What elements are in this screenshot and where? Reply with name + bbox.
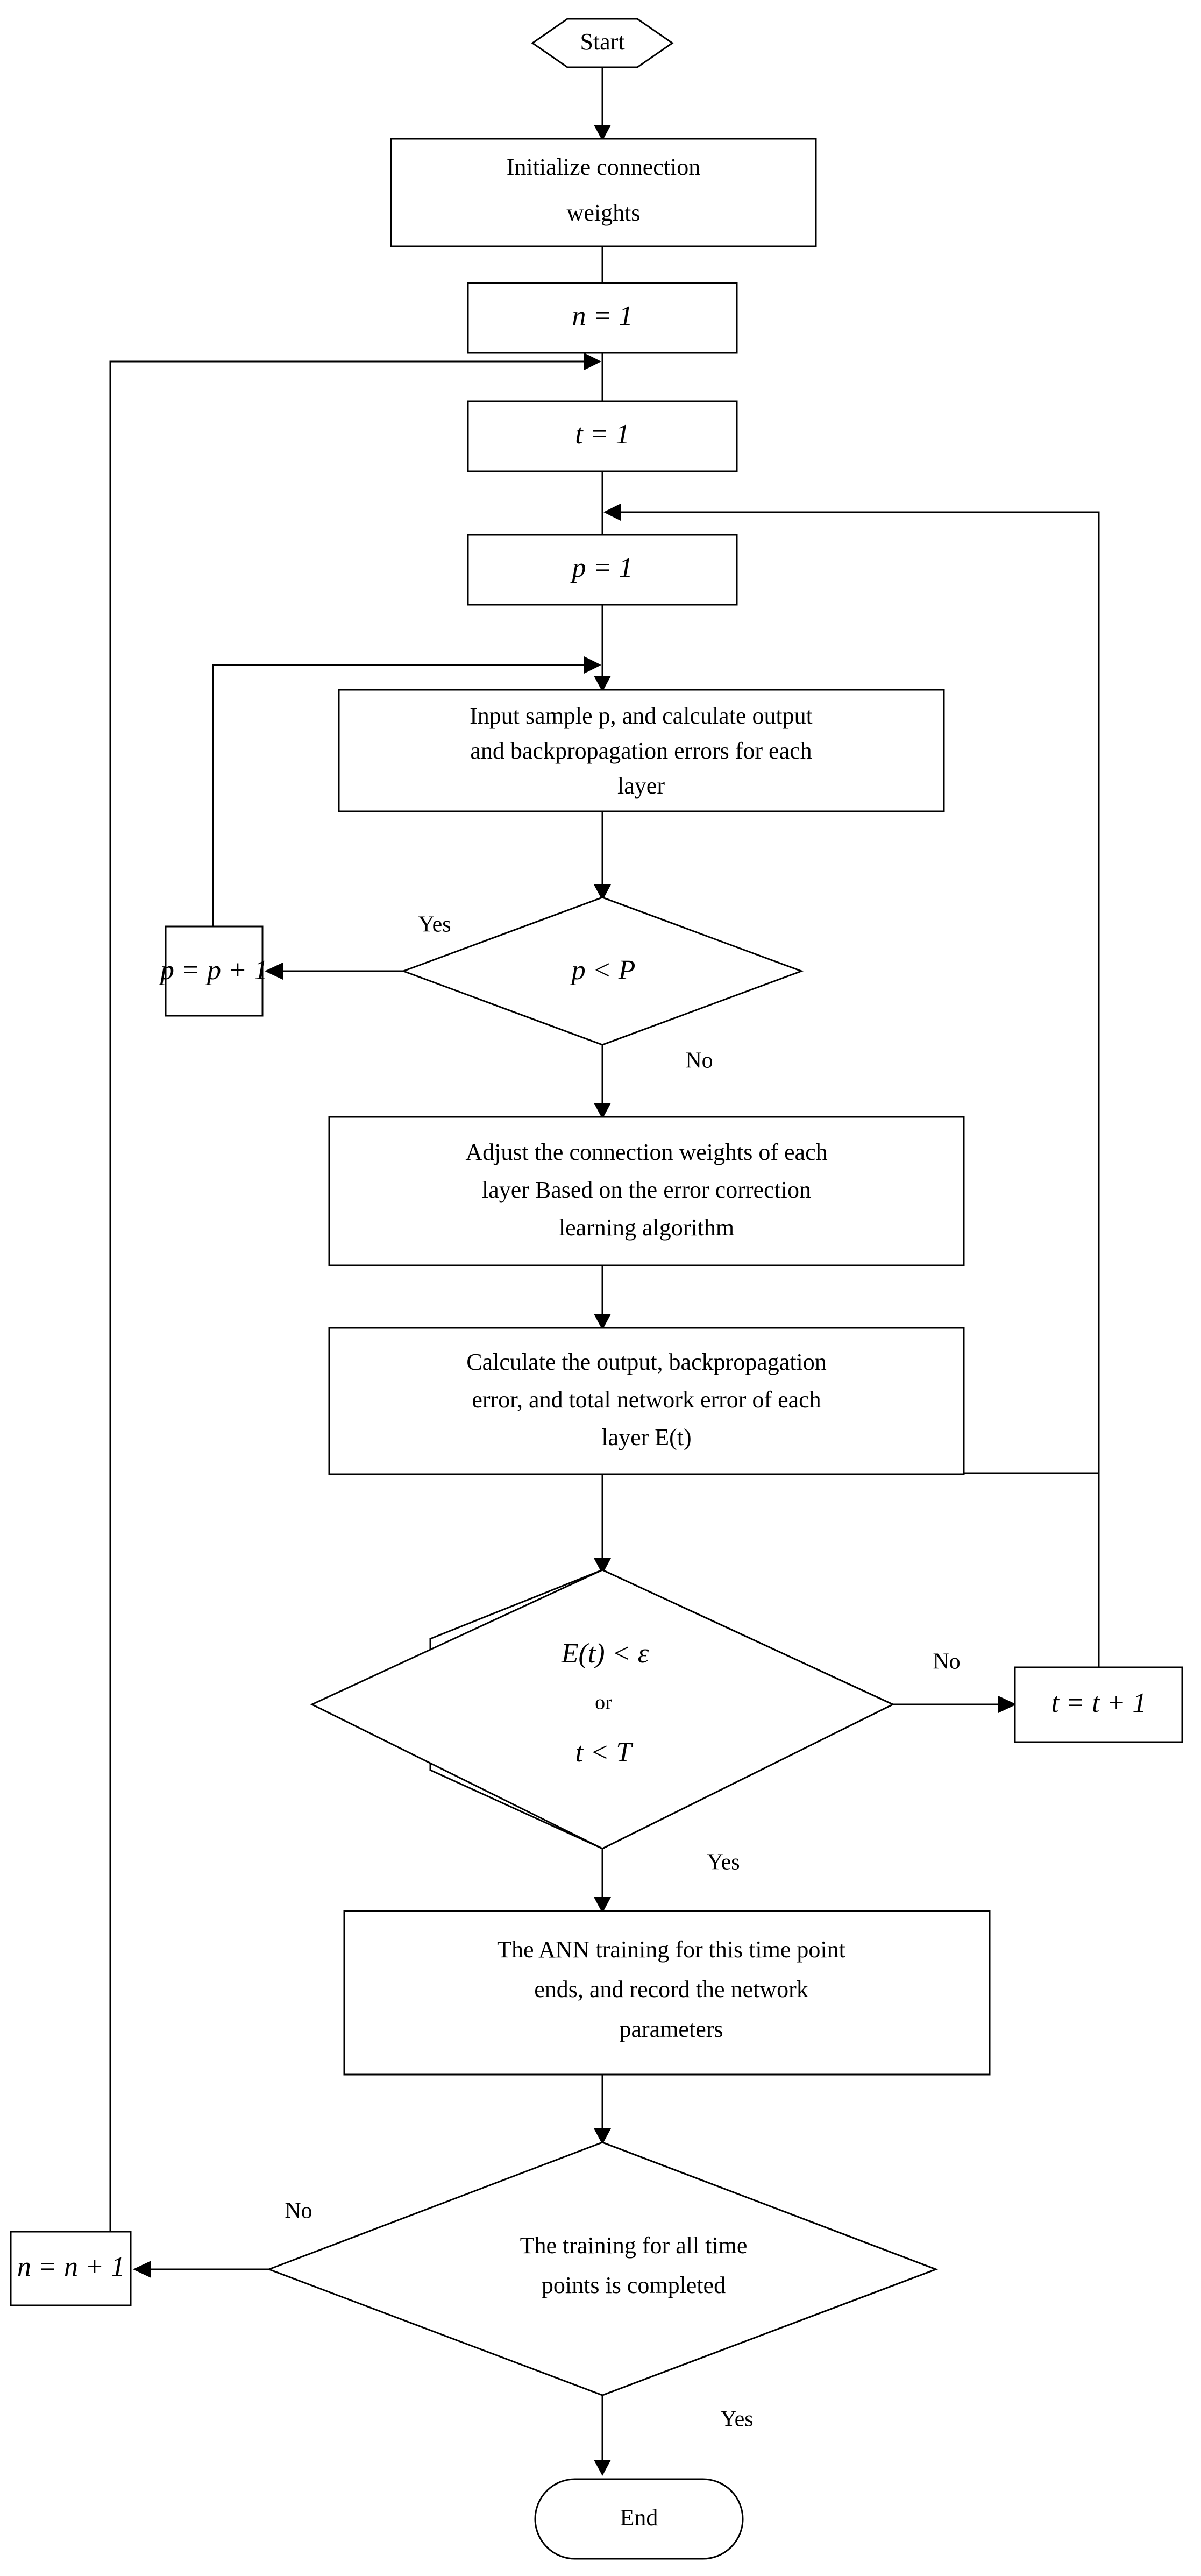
edge-calc-to-errorcheck — [594, 1473, 1099, 1574]
edge-allpoints-yes-to-end — [594, 2395, 611, 2476]
node-all-points-check-line2: points is completed — [541, 2272, 726, 2299]
node-calc-error-line1: Calculate the output, backpropagation — [466, 1349, 827, 1376]
node-input-sample[interactable] — [339, 690, 944, 811]
node-end[interactable] — [535, 2479, 743, 2559]
node-start-label: Start — [580, 29, 625, 55]
edge-label-errorcheck-no: No — [933, 1649, 961, 1674]
edge-label-pltP-no: No — [685, 1048, 713, 1073]
node-n-init[interactable] — [468, 283, 737, 353]
node-n-init-label: n = 1 — [572, 300, 633, 331]
node-n-increment[interactable] — [11, 2232, 131, 2305]
node-adjust-weights-line1: Adjust the connection weights of each — [465, 1139, 828, 1166]
edge-errorcheck-no-to-t-increment — [893, 1696, 1017, 1713]
node-error-check-line3: t < T — [575, 1737, 632, 1768]
edge-start-to-init — [594, 67, 611, 141]
node-calc-error-line2: error, and total network error of each — [472, 1386, 821, 1413]
node-end-label: End — [620, 2504, 658, 2531]
node-all-points-check[interactable] — [269, 2142, 936, 2395]
node-n-increment-label: n = n + 1 — [17, 2251, 125, 2282]
node-p-lt-P[interactable] — [403, 897, 801, 1045]
node-init-weights-line1: Initialize connection — [506, 154, 701, 181]
node-start[interactable] — [532, 19, 672, 67]
node-p-lt-P-label: p < P — [571, 954, 636, 986]
node-p-increment-label: p = p + 1 — [160, 954, 268, 986]
node-error-check[interactable] — [312, 1570, 893, 1849]
node-p-init[interactable] — [468, 535, 737, 605]
node-error-check-line2: or — [595, 1691, 612, 1714]
node-t-increment[interactable] — [1015, 1667, 1182, 1742]
edge-t-increment-loopback — [603, 504, 1099, 1667]
node-training-ends[interactable] — [344, 1911, 990, 2075]
node-adjust-weights-line3: learning algorithm — [558, 1214, 735, 1241]
edge-label-pltP-yes: Yes — [418, 912, 451, 937]
edge-errorcheck-yes-to-training-ends — [594, 1849, 611, 1913]
edge-input-to-pltP — [594, 810, 611, 901]
node-p-init-label: p = 1 — [572, 552, 633, 583]
node-p-increment[interactable] — [158, 926, 268, 1016]
node-error-check-line1: E(t) < ε — [561, 1638, 649, 1669]
edge-label-allpoints-no: No — [285, 2198, 312, 2224]
node-input-sample-line3: layer — [617, 773, 665, 799]
edge-training-ends-to-allpoints — [594, 2075, 611, 2145]
node-training-ends-line1: The ANN training for this time point — [497, 1936, 845, 1963]
node-adjust-weights-line2: layer Based on the error correction — [481, 1177, 812, 1204]
node-calc-error-line3: layer E(t) — [601, 1424, 692, 1451]
edge-label-errorcheck-yes: Yes — [707, 1850, 740, 1875]
node-training-ends-line3: parameters — [619, 2016, 723, 2043]
node-calc-error[interactable] — [329, 1328, 964, 1474]
node-input-sample-line2: and backpropagation errors for each — [470, 738, 812, 765]
edge-label-allpoints-yes: Yes — [720, 2407, 754, 2432]
node-adjust-weights[interactable] — [329, 1117, 964, 1265]
edge-adjust-to-calc — [594, 1265, 611, 1330]
node-t-init[interactable] — [468, 401, 737, 471]
node-t-init-label: t = 1 — [575, 419, 630, 450]
node-init-weights-line2: weights — [566, 200, 641, 227]
node-training-ends-line2: ends, and record the network — [534, 1976, 808, 2003]
edge-pltP-no-to-adjust — [594, 1045, 611, 1119]
node-t-increment-label: t = t + 1 — [1051, 1687, 1147, 1718]
edge-p-to-input — [594, 604, 611, 692]
node-all-points-check-line1: The training for all time — [520, 2232, 748, 2259]
node-input-sample-line1: Input sample p, and calculate output — [470, 703, 813, 730]
node-init-weights[interactable] — [391, 139, 816, 246]
